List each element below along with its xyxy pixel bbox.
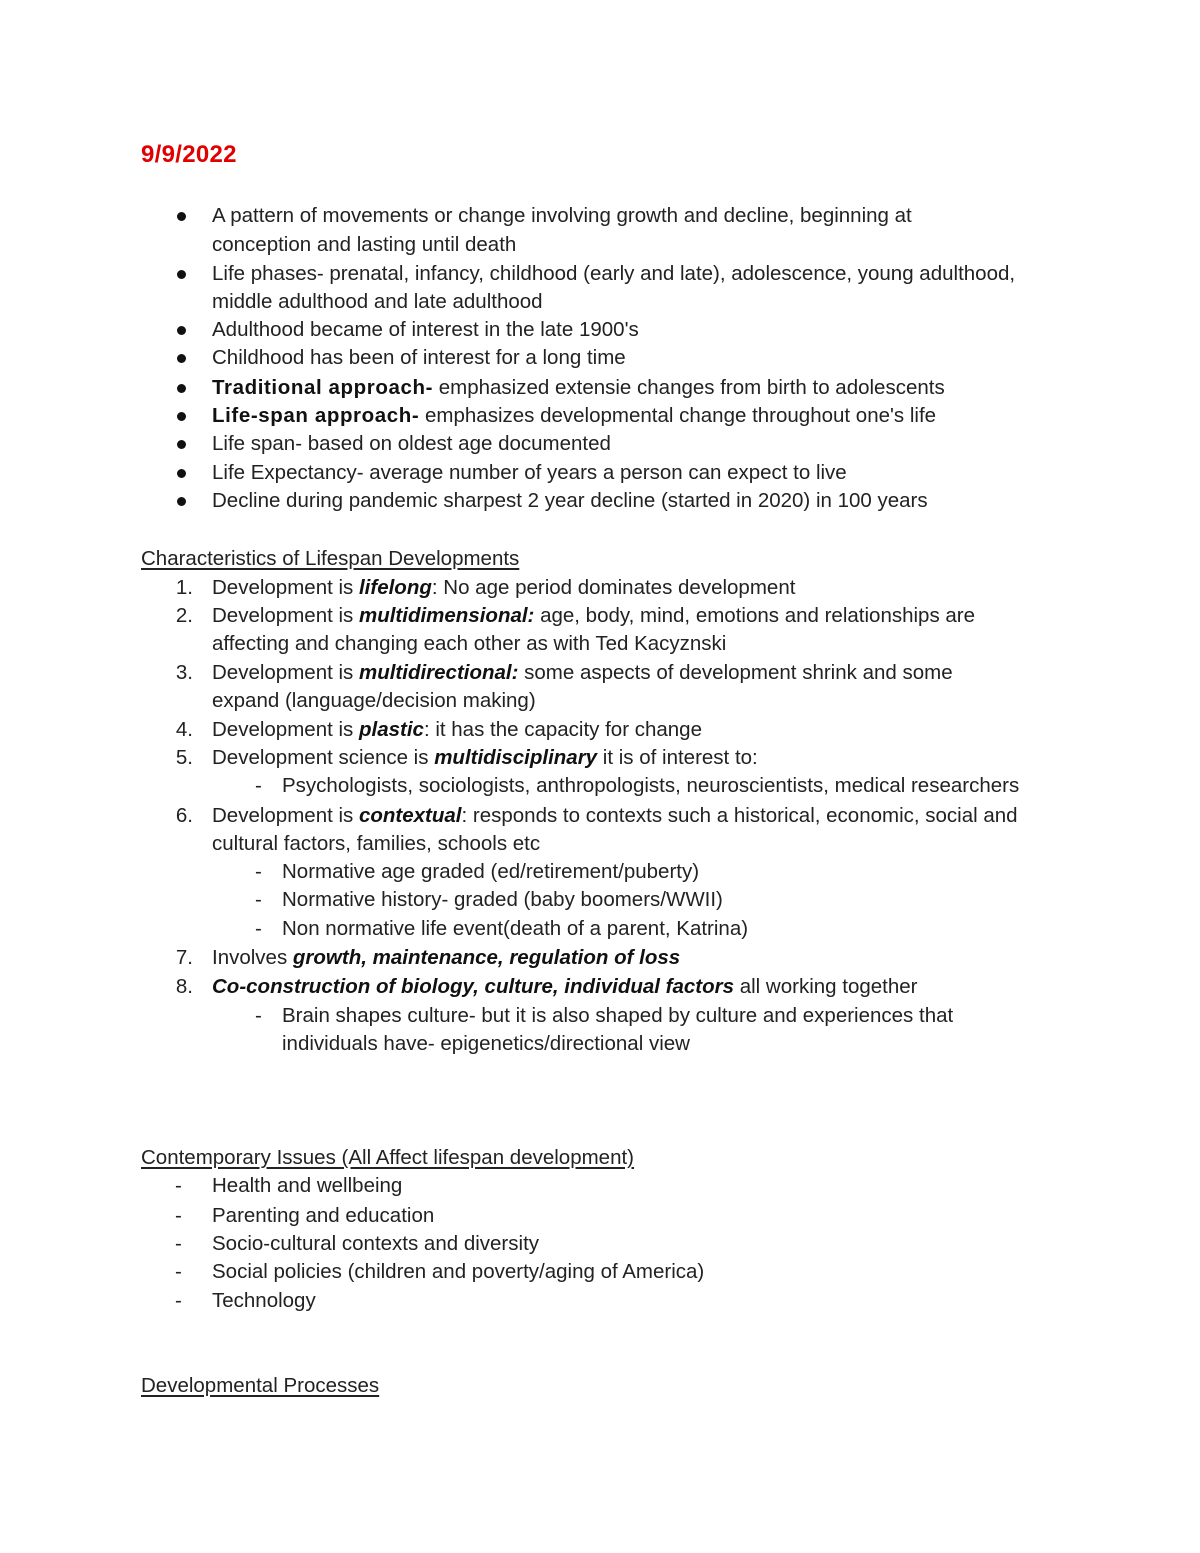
section-heading-contemporary: Contemporary Issues (All Affect lifespan development) [141, 1146, 635, 1169]
list-item-text-continued: cultural factors, families, schools etc [212, 832, 541, 855]
list-item-text: Childhood has been of interest for a long time [212, 346, 626, 369]
list-item-text: Socio-cultural contexts and diversity [212, 1232, 540, 1255]
item-number: 1. [175, 576, 193, 599]
term-definition: emphasizes developmental change throughout one's life [419, 404, 937, 427]
list-item-text: Decline during pandemic sharpest 2 year decline (started in 2020) in 100 years [212, 489, 928, 512]
bullet-icon [177, 412, 186, 421]
list-item-text: Development is contextual: responds to contexts such a historical, economic, social and [212, 804, 1018, 827]
list-item-text: Development is lifelong: No age period dominates development [212, 576, 796, 599]
dash-marker: - [255, 888, 262, 911]
sub-list-item: Non normative life event(death of a parent, Katrina) [282, 917, 749, 940]
item-number: 5. [175, 746, 193, 769]
list-item-text-continued: expand (language/decision making) [212, 689, 536, 712]
dash-marker: - [255, 1004, 262, 1027]
list-item-text: Life phases- prenatal, infancy, childhood (early and late), adolescence, young adulthood, [212, 262, 1016, 285]
date-heading: 9/9/2022 [141, 141, 237, 168]
list-item-text: Development is multidimensional: age, body, mind, emotions and relationships are [212, 604, 976, 627]
sub-list-item: Brain shapes culture- but it is also shaped by culture and experiences that [282, 1004, 954, 1027]
list-item-text: Development science is multidisciplinary it is of interest to: [212, 746, 758, 769]
list-item-text: Health and wellbeing [212, 1174, 403, 1197]
list-item-text: Life Expectancy- average number of years a person can expect to live [212, 461, 847, 484]
bullet-icon [177, 497, 186, 506]
dash-marker: - [255, 774, 262, 797]
term-emphasis: Co-construction of biology, culture, individual factors [212, 975, 735, 998]
list-item-text: Development is plastic: it has the capacity for change [212, 718, 702, 741]
term-emphasis: contextual [358, 804, 462, 827]
bullet-icon [177, 326, 186, 335]
term-emphasis: plastic [358, 718, 424, 741]
sub-list-item: Normative history- graded (baby boomers/WWII) [282, 888, 723, 911]
term-emphasis: multidisciplinary [434, 746, 598, 769]
bullet-icon [177, 440, 186, 449]
item-number: 2. [175, 604, 193, 627]
section-heading-processes: Developmental Processes [141, 1374, 380, 1397]
term-emphasis: growth, maintenance, regulation of loss [292, 946, 681, 969]
term-emphasis: lifelong [358, 576, 432, 599]
list-item-text: Involves growth, maintenance, regulation of loss [212, 946, 681, 969]
dash-marker: - [175, 1289, 182, 1312]
dash-marker: - [175, 1174, 182, 1197]
dash-marker: - [175, 1232, 182, 1255]
list-item-text-continued: conception and lasting until death [212, 233, 517, 256]
dash-marker: - [175, 1260, 182, 1283]
item-number: 3. [175, 661, 193, 684]
term-emphasis: multidirectional: [358, 661, 519, 684]
bullet-icon [177, 212, 186, 221]
term-bold: Life-span approach- [212, 404, 420, 427]
list-item-text: Technology [212, 1289, 316, 1312]
term-definition: emphasized extensie changes from birth to adolescents [433, 376, 945, 399]
list-item-text [212, 374, 945, 402]
bullet-icon [177, 354, 186, 363]
item-number: 8. [175, 975, 193, 998]
list-item-text: Adulthood became of interest in the late 1900's [212, 318, 639, 341]
item-number: 7. [175, 946, 193, 969]
sub-list-item: Normative age graded (ed/retirement/puberty) [282, 860, 700, 883]
list-item-text: Co-construction of biology, culture, individual factors all working together [212, 975, 918, 998]
list-item-text-continued: middle adulthood and late adulthood [212, 290, 543, 313]
item-number: 6. [175, 804, 193, 827]
bullet-icon [177, 270, 186, 279]
dash-marker: - [255, 860, 262, 883]
list-item-text: A pattern of movements or change involving growth and decline, beginning at [212, 204, 912, 227]
list-item-text [212, 402, 936, 430]
term-bold: Traditional approach- [212, 376, 434, 399]
sub-list-item: Psychologists, sociologists, anthropologists, neuroscientists, medical researchers [282, 774, 1020, 797]
list-item-text: Life span- based on oldest age documented [212, 432, 611, 455]
bullet-icon [177, 469, 186, 478]
list-item-text: Social policies (children and poverty/aging of America) [212, 1260, 705, 1283]
dash-marker: - [175, 1204, 182, 1227]
dash-marker: - [255, 917, 262, 940]
sub-list-item-continued: individuals have- epigenetics/directional view [282, 1032, 690, 1055]
list-item-text: Parenting and education [212, 1204, 435, 1227]
list-item-text-continued: affecting and changing each other as with Ted Kacyznski [212, 632, 727, 655]
bullet-icon [177, 384, 186, 393]
term-emphasis: multidimensional: [358, 604, 535, 627]
list-item-text: Development is multidirectional: some aspects of development shrink and some [212, 661, 953, 684]
section-heading-characteristics: Characteristics of Lifespan Developments [141, 547, 520, 570]
item-number: 4. [175, 718, 193, 741]
